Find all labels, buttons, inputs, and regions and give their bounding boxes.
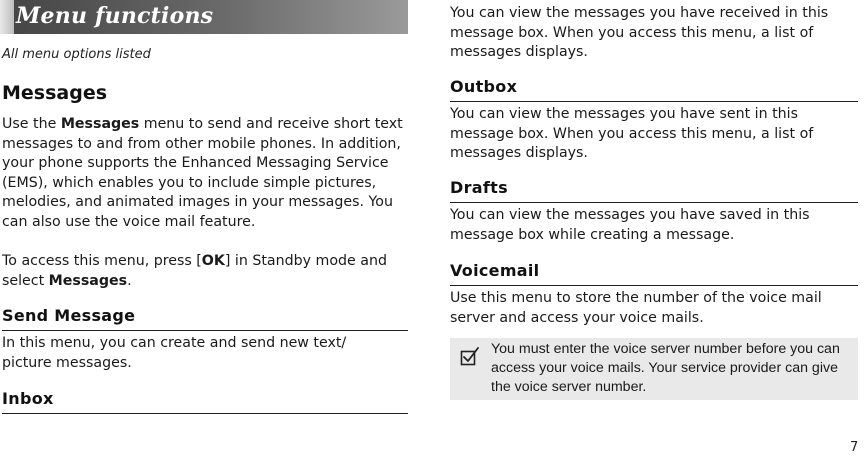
section-heading-messages: Messages — [2, 82, 108, 104]
send-message-rule — [2, 330, 408, 331]
access-text-mid: ] in Standby mode and select — [2, 253, 387, 289]
chapter-subtitle: All menu options listed — [2, 47, 151, 62]
inbox-rule — [2, 413, 408, 414]
subheading-send-message: Send Message — [2, 306, 136, 325]
intro-menu-name: Messages — [60, 116, 140, 132]
checkbox-note-icon — [460, 346, 480, 366]
outbox-rule — [450, 101, 858, 102]
voicemail-rule — [450, 285, 858, 286]
subheading-outbox: Outbox — [450, 77, 518, 96]
note-box — [450, 338, 858, 400]
inbox-paragraph: You can view the messages you have received in this message box. When you access this menu, a list of messages displays. — [450, 5, 829, 61]
page-number: 7 — [850, 440, 859, 455]
drafts-rule — [450, 202, 858, 203]
chapter-title: Menu functions — [16, 3, 214, 29]
subheading-drafts: Drafts — [450, 178, 508, 197]
subheading-inbox: Inbox — [2, 389, 54, 408]
intro-text-pre: Use the — [2, 116, 61, 132]
access-key-label: OK — [201, 253, 225, 269]
drafts-paragraph: You can view the messages you have saved in this message box while creating a message. — [450, 207, 810, 243]
voicemail-paragraph: Use this menu to store the number of the voice mail server and access your voice mails. — [450, 290, 822, 326]
messages-intro-paragraph — [2, 115, 410, 233]
outbox-paragraph: You can view the messages you have sent in this message box. When you access this menu, a list of messages displays. — [450, 106, 814, 162]
send-message-paragraph: In this menu, you can create and send new text/ picture messages. — [2, 335, 347, 371]
access-menu-name: Messages — [48, 272, 128, 289]
intro-text-post: menu to send and receive short text messages to and from other mobile phones. In addition, your phone supports the Enhanced Messaging Service (EMS), which enables you to include simple pictures, melodies, and animated images in your messages. You can also use the voice mail feature. — [2, 116, 403, 230]
header-accent — [0, 0, 14, 34]
access-text-post: . — [127, 272, 132, 289]
subheading-voicemail: Voicemail — [450, 261, 540, 280]
access-instructions-paragraph — [2, 252, 410, 291]
note-text: You must enter the voice server number before you can access your voice mails. Your service provider can give the voice server number. — [491, 341, 840, 396]
chapter-header-bar — [0, 0, 408, 34]
access-text-pre: To access this menu, press [ — [2, 253, 202, 269]
